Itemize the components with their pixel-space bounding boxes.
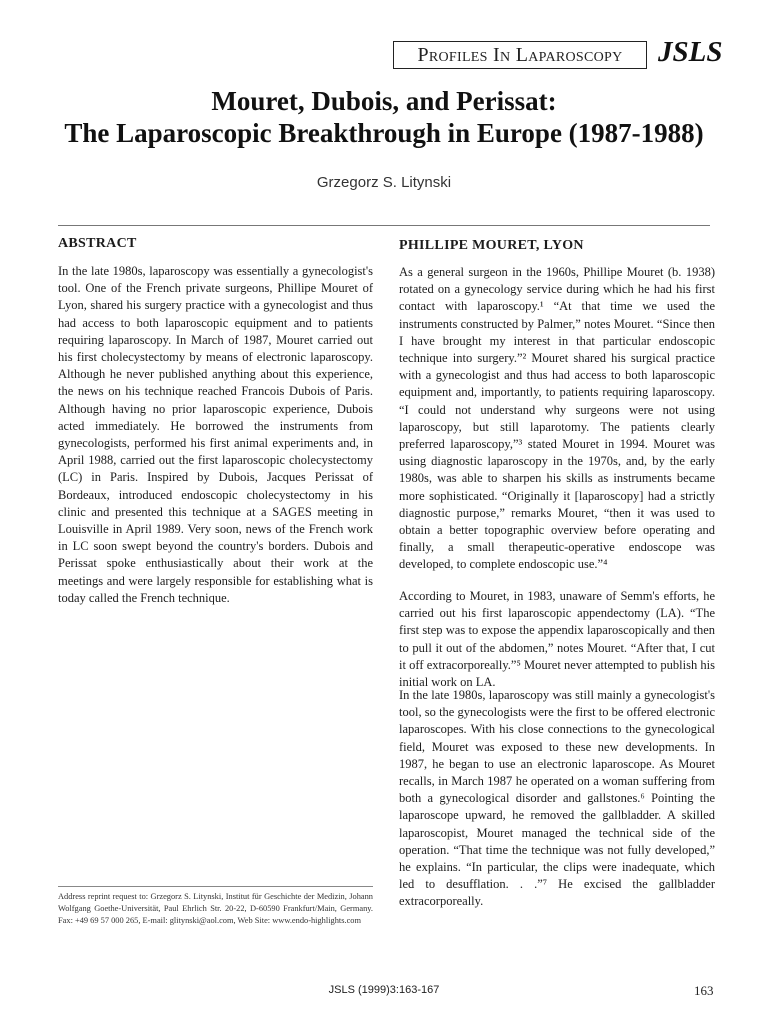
abstract-text: In the late 1980s, laparoscopy was essentially a gynecologist's tool. One of the French private surgeons, Phillipe Mouret of Lyon, shared his surgery practice with a gynecologist and thus had access to both laparoscopic equipment and to patients requiring laparoscopy. In March of 1987, Mouret carried out his first cholecystectomy by means of electronic laparoscopy. Although he never published anything about this experience, the news on his technique reached Francois Dubois of Paris. Although having no prior laparoscopic experience, Dubois acted immediately. He borrowed the instruments from gynecologists, performed his first animal experiments and, in April 1988, carried out the first laparoscopic cholecystectomy (LC) in Paris. Inspired by Dubois, Jacques Perissat of Bordeaux, introduced endoscopic cholecystectomy in his clinic and presented this technique at a SAGES meeting in Louisville in April 1989. Very soon, news of the French work in LC soon swept beyond the country's borders. Dubois and Perissat spoke enthusiastically about their work at the meetings and were largely responsible for establishing what is today called the French technique. <box>58 264 373 605</box>
journal-logo: JSLS <box>658 36 723 68</box>
page-number: 163 <box>694 983 714 998</box>
section-label-box <box>393 41 647 69</box>
title-divider <box>58 225 710 226</box>
body-paragraph-2 <box>399 588 715 691</box>
abstract-heading: ABSTRACT <box>58 236 137 251</box>
paragraph-text: In the late 1980s, laparoscopy was still mainly a gynecologist's tool, so the gynecologists were the first to be offered electronic laparoscopes. With his close connections to the gynecological field, Mouret was exposed to these new developments. In 1987, he began to use an electronic laparoscope. As Mouret recalls, in March 1987 he operated on a woman suffering from both a gynecological disorder and gallstones.⁶ Pointing the laparoscope upward, he removed the gallbladder. A skilled laparoscopist, Mouret managed the technical side of the operation. “That time the technique was not fully developed,” he explains. “In particular, the clips were inadequate, which led to desufflation. . .”⁷ He excised the gallbladder extracorporeally. <box>399 688 715 909</box>
section-label: Profiles In Laparoscopy <box>417 43 623 66</box>
body-paragraph-1 <box>399 264 715 574</box>
author-name: Grzegorz S. Litynski <box>316 174 452 191</box>
journal-citation: JSLS (1999)3:163-167 <box>328 984 440 996</box>
abstract-body <box>58 263 373 607</box>
article-title-line2: The Laparoscopic Breakthrough in Europe (1987-1988) <box>64 118 704 148</box>
reprint-address-footnote: Address reprint request to: Grzegorz S. Litynski, Institut für Geschichte der Medizin, Johann Wolfgang Goethe-Universität, Paul Ehrlich Str. 20-22, D-60590 Frankfurt/Main, Germany. Fax: +49 69 57 000 265, E-mail: glitynski@aol.com, Web Site: www.endo-highlights.com <box>58 892 373 925</box>
paragraph-text: As a general surgeon in the 1960s, Phillipe Mouret (b. 1938) rotated on a gynecology service during which he had his first contact with laparoscopy.¹ “At that time we used the instruments constructed by Palmer,” notes Mouret. “Since then I have brought my interest in that particular endoscopic technique into surgery.”² Mouret shared his surgical practice with a gynecologist and thus had access to both laparoscopic equipment and, importantly, to patients requiring laparoscopy. “I could not understand why surgeons were not using laparoscopy, but still laparotomy. The patients clearly preferred laparoscopy,”³ stated Mouret in 1994. Mouret was using diagnostic laparoscopy in the 1970s, and, by the early 1980s, was able to sharpen his skills as instruments became more sophisticated. “Originally it [laparoscopy] had a strictly diagnostic purpose,” remarks Mouret, “then it was used to obtain a better topographic overview before operating and finally, a small therapeutic-operative endoscope was developed, to complete endoscopic use.”⁴ <box>399 265 715 572</box>
footnote-divider <box>58 886 373 887</box>
article-title-line1: Mouret, Dubois, and Perissat: <box>211 86 557 116</box>
paragraph-text: According to Mouret, in 1983, unaware of Semm's efforts, he carried out his first laparoscopic appendectomy (LA). “The first step was to expose the appendix laparoscopically and then to pull it out of the abdomen,” notes Mouret. “After that, I cut it off extracorporeally.”⁵ Mouret never attempted to publish his initial work on LA. <box>399 589 715 690</box>
body-paragraph-3 <box>399 687 715 911</box>
section-heading: PHILLIPE MOURET, LYON <box>399 238 584 253</box>
